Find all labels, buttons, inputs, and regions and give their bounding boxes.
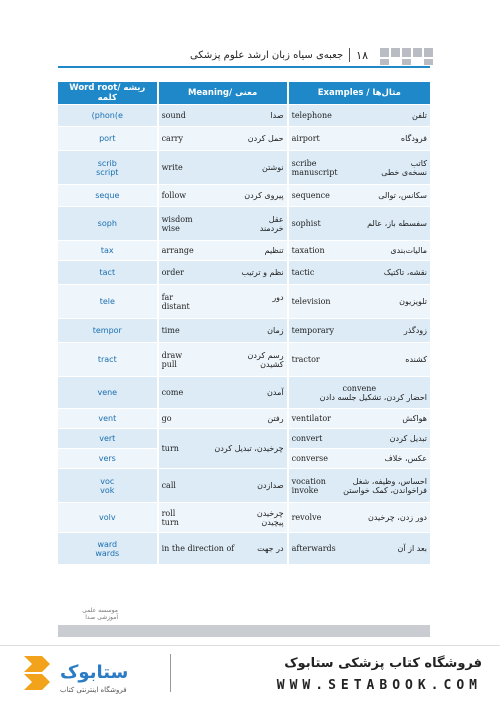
root-cell — [58, 503, 158, 533]
example-fa: نسخه‌ی خطی — [381, 167, 427, 177]
example-en: television — [291, 297, 331, 306]
meaning-en: wise — [161, 223, 180, 233]
root-cell — [58, 261, 158, 285]
example-cell — [288, 469, 430, 503]
store-logo-text: ستابوک — [60, 662, 129, 683]
meaning-cell — [158, 127, 288, 151]
table-row — [58, 285, 430, 319]
header-square — [380, 48, 389, 57]
root-text: tact — [99, 268, 116, 277]
example-cell — [288, 409, 430, 429]
example-fa: بعد از آن — [397, 544, 427, 553]
header-square — [380, 59, 389, 65]
meaning-en: go — [161, 414, 172, 423]
root-text: vers — [98, 454, 116, 463]
example-fa: احضار کردن، تشکیل جلسه دادن — [319, 392, 427, 402]
header-square — [402, 48, 411, 57]
meaning-fa: صدازدن — [257, 481, 284, 490]
example-fa: سفسطه باز، عالم — [367, 219, 427, 228]
meaning-cell — [158, 207, 288, 241]
example-fa: کشنده — [405, 355, 427, 364]
example-fa: زودگذر — [403, 326, 427, 335]
root-cell — [58, 285, 158, 319]
example-fa: دور زدن، چرخیدن — [367, 513, 427, 522]
root-text: wards — [95, 548, 120, 558]
table-row — [58, 533, 430, 565]
meaning-fa: حمل کردن — [247, 134, 284, 143]
table-row — [58, 127, 430, 151]
example-cell — [288, 377, 430, 409]
root-cell — [58, 343, 158, 377]
store-logo — [20, 650, 160, 696]
meaning-en: distant — [161, 301, 190, 311]
meaning-en: order — [161, 268, 184, 277]
header-divider — [349, 48, 350, 62]
banner-divider — [170, 654, 171, 692]
header-square — [402, 59, 411, 65]
table-row — [58, 105, 430, 127]
example-cell — [288, 185, 430, 207]
page-header — [58, 44, 376, 66]
example-fa: عکس، خلاف — [384, 454, 427, 463]
example-en: tractor — [291, 355, 320, 364]
word-root-table — [58, 82, 430, 565]
meaning-fa: چرخیدن، تبدیل کردن — [214, 444, 284, 453]
root-cell — [58, 377, 158, 409]
example-fa: احساس، وظیفه، شغل — [352, 476, 427, 486]
root-cell — [58, 105, 158, 127]
root-text: (phon(e — [91, 111, 123, 120]
meaning-fa: پیروی کردن — [244, 191, 284, 200]
meaning-en: sound — [161, 111, 186, 120]
example-cell — [288, 241, 430, 261]
root-cell — [58, 207, 158, 241]
root-text: soph — [97, 219, 117, 228]
table-row — [58, 185, 430, 207]
example-en: manuscript — [291, 167, 338, 177]
meaning-fa: نوشتن — [262, 163, 284, 172]
example-fa: تبدیل کردن — [389, 434, 427, 443]
example-en: taxation — [291, 246, 325, 255]
meaning-cell — [158, 105, 288, 127]
meaning-en: carry — [161, 134, 183, 143]
meaning-fa: صدا — [270, 111, 284, 120]
meaning-en: in the direction of — [161, 544, 235, 553]
publisher-line-2: آموزشی صدا — [85, 614, 118, 621]
table-row — [58, 343, 430, 377]
meaning-fa: در جهت — [257, 544, 284, 553]
meaning-cell — [158, 409, 288, 429]
example-cell — [288, 207, 430, 241]
page-number: ۱۸ — [356, 48, 368, 62]
meaning-cell — [158, 503, 288, 533]
table-header-row — [58, 82, 430, 105]
meaning-fa: رسم کردن — [247, 350, 284, 360]
example-cell — [288, 343, 430, 377]
meaning-cell — [158, 377, 288, 409]
root-text: tempor — [92, 326, 122, 335]
root-text: script — [96, 167, 119, 177]
meaning-fa: دور — [272, 292, 284, 302]
meaning-en: roll — [161, 508, 176, 518]
example-en: sophist — [291, 219, 321, 228]
footer-bar — [58, 625, 430, 637]
root-cell — [58, 241, 158, 261]
root-cell — [58, 319, 158, 343]
table-row — [58, 377, 430, 409]
meaning-cell — [158, 429, 288, 469]
header-square — [413, 48, 422, 57]
example-fa: فرودگاه — [400, 134, 427, 143]
store-title: فروشگاه کتاب پزشکی ستابوک — [284, 656, 482, 671]
table-row — [58, 151, 430, 185]
table-row — [58, 503, 430, 533]
meaning-fa: خردمند — [259, 223, 284, 233]
example-en: sequence — [291, 191, 330, 200]
example-cell — [288, 319, 430, 343]
meaning-fa: تنظیم — [264, 246, 284, 255]
meaning-en: pull — [161, 359, 177, 369]
meaning-en: turn — [161, 517, 179, 527]
column-header-root: Word root/ ریشه کلمه — [58, 82, 158, 105]
meaning-cell — [158, 469, 288, 503]
example-en: temporary — [291, 326, 335, 335]
header-square — [391, 48, 400, 57]
example-en: scribe — [291, 158, 317, 168]
table-row — [58, 261, 430, 285]
meaning-en: come — [161, 388, 184, 397]
publisher-line-1: موسسه علمی — [82, 607, 118, 614]
meaning-en: follow — [161, 191, 187, 200]
example-cell — [288, 449, 430, 469]
meaning-fa: آمدن — [267, 388, 284, 397]
header-rule — [58, 66, 430, 68]
root-cell — [58, 469, 158, 503]
meaning-fa: زمان — [267, 326, 284, 335]
root-text: vent — [98, 414, 117, 423]
root-text: tract — [97, 355, 117, 364]
root-cell — [58, 409, 158, 429]
meaning-cell — [158, 285, 288, 319]
root-text: seque — [95, 191, 120, 200]
meaning-fa: رفتن — [267, 414, 284, 423]
root-cell — [58, 533, 158, 565]
example-cell — [288, 105, 430, 127]
store-logo-subtext: فروشگاه اینترنتی کتاب — [60, 686, 127, 694]
root-text: vert — [99, 434, 116, 443]
meaning-fa: کشیدن — [260, 359, 284, 369]
example-fa: مالیات‌بندی — [390, 246, 427, 255]
root-text: tax — [100, 246, 114, 255]
store-logo-icon — [20, 650, 160, 696]
root-cell — [58, 429, 158, 449]
meaning-cell — [158, 261, 288, 285]
root-text: vok — [100, 485, 115, 495]
meaning-cell — [158, 343, 288, 377]
root-text: voc — [100, 476, 115, 486]
meaning-cell — [158, 185, 288, 207]
example-en: convene — [342, 383, 377, 393]
meaning-fa: پیچیدن — [261, 517, 284, 527]
book-title: جعبه‌ی سیاه زبان ارشد علوم پزشکی — [189, 49, 344, 61]
root-cell — [58, 151, 158, 185]
meaning-fa: نظم و ترتیب — [241, 268, 284, 277]
root-text: port — [99, 134, 116, 143]
example-en: vocation — [291, 476, 326, 486]
root-text: vene — [97, 388, 118, 397]
table-row — [58, 429, 430, 449]
meaning-cell — [158, 533, 288, 565]
meaning-fa: چرخیدن — [256, 508, 284, 518]
store-banner — [0, 645, 500, 701]
example-cell — [288, 429, 430, 449]
example-en: invoke — [291, 485, 319, 495]
root-text: tele — [99, 297, 115, 306]
header-square — [424, 59, 433, 65]
root-cell — [58, 449, 158, 469]
meaning-en: write — [161, 163, 183, 172]
example-cell — [288, 533, 430, 565]
store-url[interactable]: WWW.SETABOOK.COM — [276, 678, 482, 693]
root-cell — [58, 185, 158, 207]
meaning-fa: عقل — [268, 214, 284, 224]
root-cell — [58, 127, 158, 151]
meaning-en: far — [161, 292, 174, 302]
table-row — [58, 469, 430, 503]
example-fa: فراخواندن، کمک خواستن — [343, 485, 427, 495]
example-en: airport — [291, 134, 320, 143]
example-fa: هواکش — [402, 414, 427, 423]
example-en: converse — [291, 454, 328, 463]
meaning-cell — [158, 319, 288, 343]
column-header-meaning: Meaning/ معنی — [158, 82, 288, 105]
example-en: ventilator — [291, 414, 331, 423]
root-text: volv — [98, 513, 116, 522]
example-en: telephone — [291, 111, 332, 120]
meaning-cell — [158, 151, 288, 185]
example-en: tactic — [291, 268, 315, 277]
column-header-examples: Examples / مثال‌ها — [288, 82, 430, 105]
meaning-en: draw — [161, 350, 183, 360]
example-cell — [288, 503, 430, 533]
table-row — [58, 207, 430, 241]
example-fa: سکانس، توالی — [378, 191, 427, 200]
meaning-cell — [158, 241, 288, 261]
meaning-en: wisdom — [161, 214, 193, 224]
header-square — [424, 48, 433, 57]
example-en: convert — [291, 434, 323, 443]
example-cell — [288, 261, 430, 285]
example-fa: تلفن — [411, 111, 427, 120]
meaning-en: time — [161, 326, 180, 335]
example-cell — [288, 127, 430, 151]
table-row — [58, 409, 430, 429]
table-row — [58, 319, 430, 343]
example-cell — [288, 151, 430, 185]
meaning-en: call — [161, 481, 176, 490]
example-en: afterwards — [291, 544, 336, 553]
example-fa: کاتب — [410, 158, 427, 168]
root-text: scrib — [97, 158, 117, 168]
example-fa: نقشه، تاکتیک — [383, 268, 427, 277]
meaning-en: turn — [161, 444, 179, 453]
meaning-en: arrange — [161, 246, 194, 255]
root-text: ward — [97, 539, 118, 549]
example-cell — [288, 285, 430, 319]
example-en: revolve — [291, 513, 322, 522]
example-fa: تلویزیون — [399, 297, 427, 306]
table-row — [58, 241, 430, 261]
